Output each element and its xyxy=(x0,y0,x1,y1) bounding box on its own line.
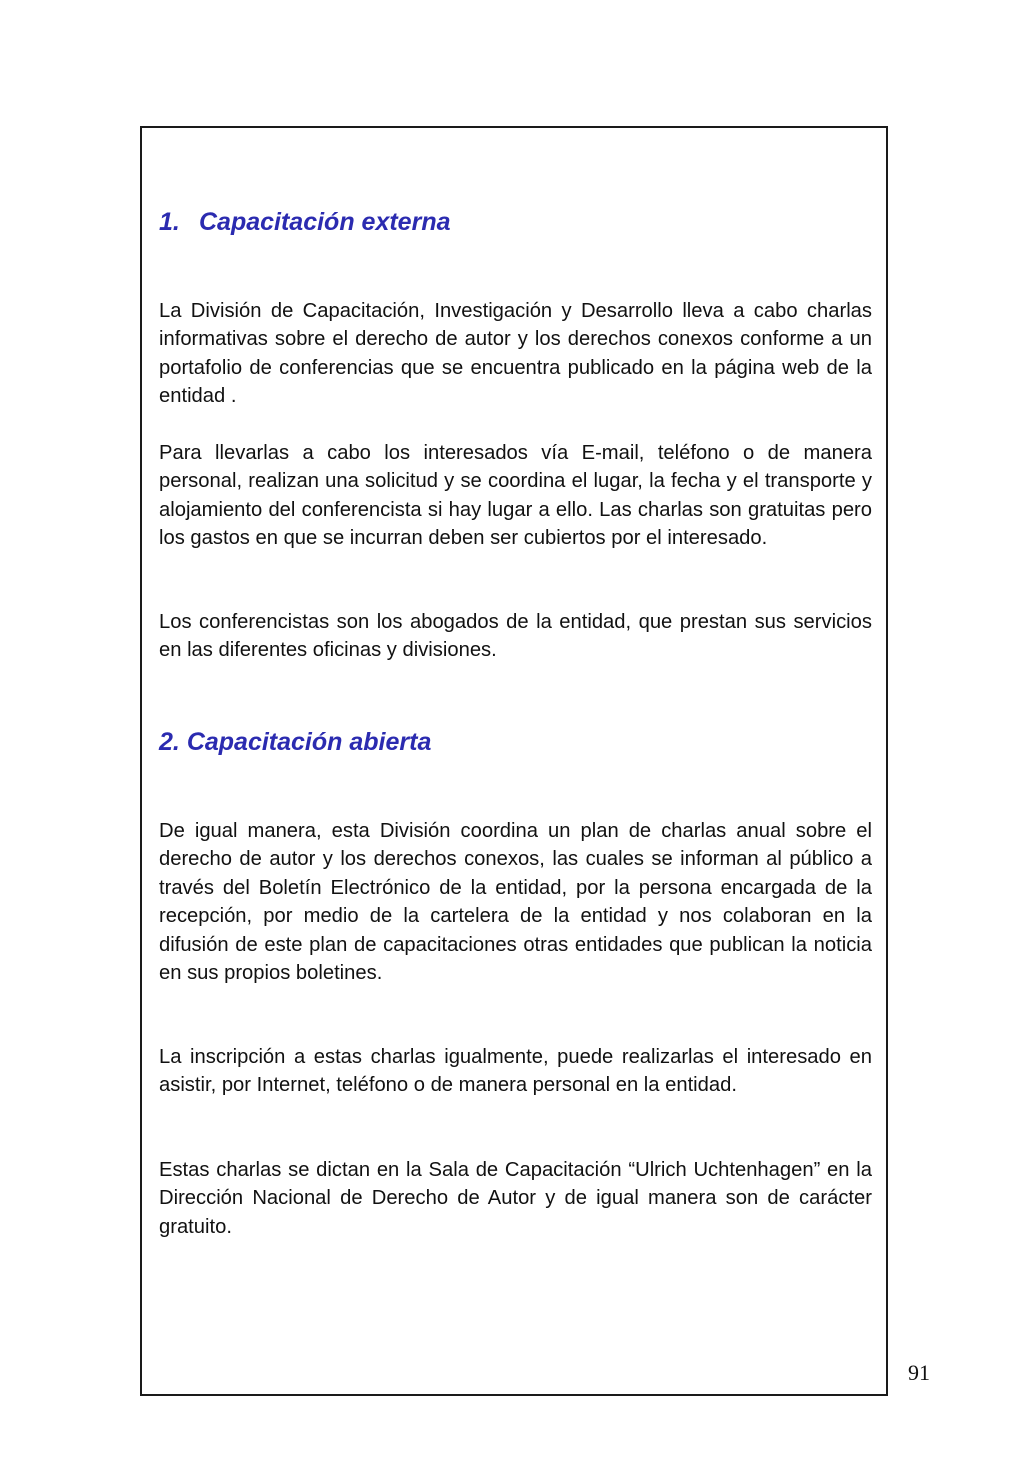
paragraph: Estas charlas se dictan en la Sala de Capacitación “Ulrich Uchtenhagen” en la Dirección Nacional de Derecho de Autor y de igual manera son de carácter gratuito. xyxy=(159,1159,872,1238)
page-number: 91 xyxy=(908,1360,930,1385)
section-title: Capacitación abierta xyxy=(186,728,432,756)
section-number: 1. xyxy=(159,208,180,236)
paragraph: La División de Capacitación, Investigación y Desarrollo lleva a cabo charlas informativas sobre el derecho de autor y los derechos conexos conforme a un portafolio de conferencias que se encuentra publicado en la página web de la entidad . xyxy=(159,300,872,408)
paragraph: De igual manera, esta División coordina un plan de charlas anual sobre el derecho de autor y los derechos conexos, las cuales se informan al público a través del Boletín Electrónico de la entidad, por la persona encargada de la recepción, por medio de la cartelera de la entidad y nos colaboran en la difusión de este plan de capacitaciones otras entidades que publican la noticia en sus propios boletines. xyxy=(159,820,872,985)
paragraph: Para llevarlas a cabo los interesados vía E-mail, teléfono o de manera personal, realizan una solicitud y se coordina el lugar, la fecha y el transporte y alojamiento del conferencista si hay lugar a ello. Las charlas son gratuitas pero los gastos en que se incurran deben ser cubiertos por el interesado. xyxy=(159,442,872,550)
section-heading-capacitacion-abierta xyxy=(159,728,431,757)
section-number: 2. xyxy=(159,728,180,756)
section-title: Capacitación externa xyxy=(199,208,451,236)
section-heading-capacitacion-externa xyxy=(159,208,451,237)
paragraph: La inscripción a estas charlas igualmente, puede realizarlas el interesado en asistir, por Internet, teléfono o de manera personal en la entidad. xyxy=(159,1046,872,1097)
paragraph: Los conferencistas son los abogados de la entidad, que prestan sus servicios en las diferentes oficinas y divisiones. xyxy=(159,611,872,662)
